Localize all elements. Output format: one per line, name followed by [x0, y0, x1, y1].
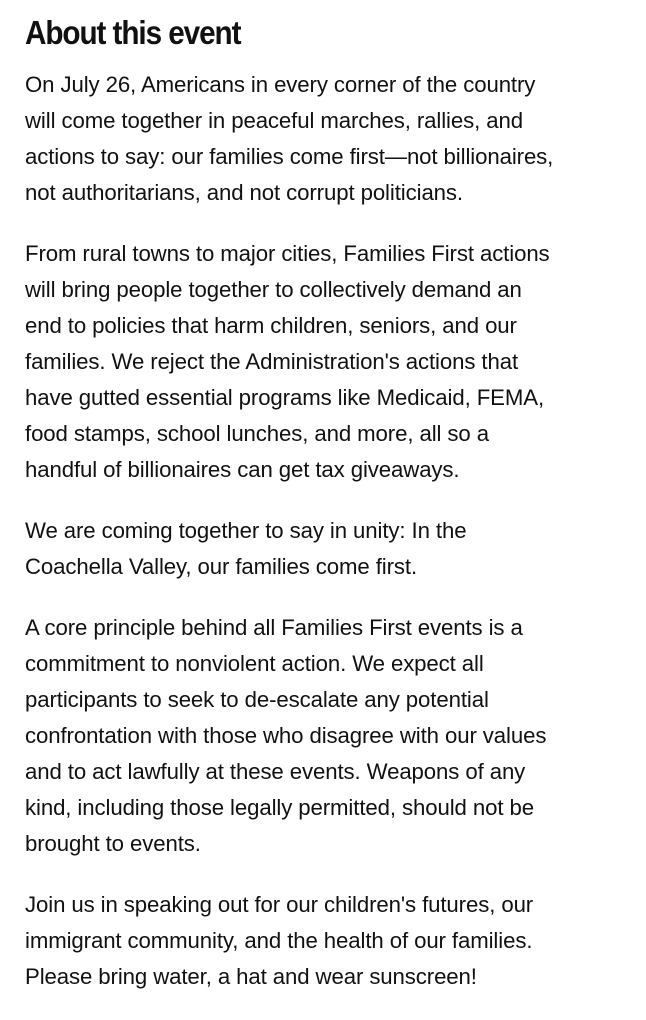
- paragraph-line: actions to say: our families come first—not billionaires,: [25, 144, 554, 169]
- paragraph-line: confrontation with those who disagree with our values: [25, 723, 547, 748]
- paragraph-line: will come together in peaceful marches, rallies, and: [25, 108, 523, 133]
- paragraph-line: families. We reject the Administration's actions that: [25, 349, 519, 374]
- event-description: [25, 67, 635, 1020]
- description-paragraph: [25, 513, 635, 585]
- paragraph-line: handful of billionaires can get tax giveaways.: [25, 457, 460, 482]
- paragraph-line: have gutted essential programs like Medicaid, FEMA,: [25, 385, 545, 410]
- paragraph-line: Join us in speaking out for our children's futures, our: [25, 892, 534, 917]
- paragraph-line: food stamps, school lunches, and more, all so a: [25, 421, 489, 446]
- paragraph-line: kind, including those legally permitted, should not be: [25, 795, 534, 820]
- paragraph-line: participants to seek to de-escalate any potential: [25, 687, 489, 712]
- paragraph-line: immigrant community, and the health of our families.: [25, 928, 533, 953]
- paragraph-line: From rural towns to major cities, Families First actions: [25, 241, 550, 266]
- paragraph-line: end to policies that harm children, seniors, and our: [25, 313, 517, 338]
- paragraph-line: We are coming together to say in unity: In the: [25, 518, 467, 543]
- paragraph-line: On July 26, Americans in every corner of the country: [25, 72, 536, 97]
- paragraph-line: brought to events.: [25, 831, 201, 856]
- paragraph-line: and to act lawfully at these events. Weapons of any: [25, 759, 526, 784]
- paragraph-line: Coachella Valley, our families come first.: [25, 554, 418, 579]
- description-paragraph: [25, 887, 635, 995]
- paragraph-line: not authoritarians, and not corrupt politicians.: [25, 180, 463, 205]
- paragraph-line: A core principle behind all Families First events is a: [25, 615, 523, 640]
- description-paragraph: [25, 236, 635, 488]
- paragraph-line: will bring people together to collectively demand an: [25, 277, 522, 302]
- paragraph-line: commitment to nonviolent action. We expect all: [25, 651, 484, 676]
- description-paragraph: [25, 67, 635, 211]
- paragraph-line: Please bring water, a hat and wear sunscreen!: [25, 964, 477, 989]
- description-paragraph: [25, 610, 635, 862]
- section-title: About this event: [25, 14, 241, 51]
